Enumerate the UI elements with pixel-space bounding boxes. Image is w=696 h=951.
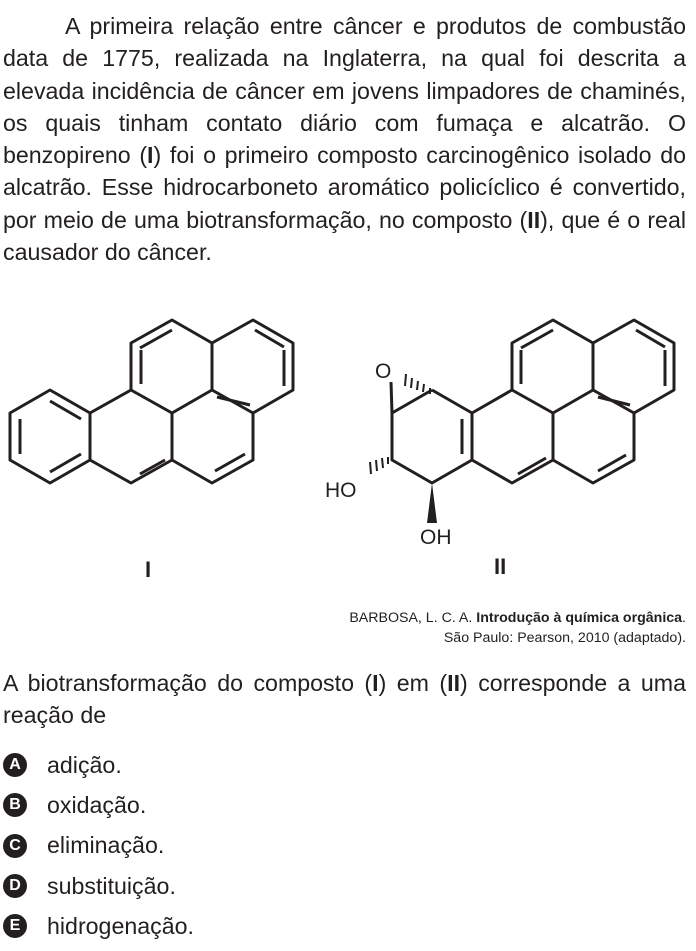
compound-label-II: II bbox=[494, 554, 507, 579]
question-text-3: ) corresponde a uma reação de bbox=[3, 670, 686, 729]
option-e-text: hidrogenação. bbox=[47, 912, 194, 939]
option-e[interactable] bbox=[3, 906, 194, 946]
option-d-badge: D bbox=[3, 874, 27, 898]
option-c-badge: C bbox=[3, 834, 27, 858]
molecule-figure bbox=[0, 300, 696, 590]
oh-group-label: OH bbox=[420, 526, 452, 549]
option-d-text: substituição. bbox=[47, 872, 176, 899]
passage-text-2: ) foi o primeiro composto carcinogênico isolado do alcatrão. Esse hidrocarboneto aromático policíclico é convertido, por meio de uma biotransformação, no composto ( bbox=[3, 142, 686, 233]
passage-text-1: A primeira relação entre câncer e produtos de combustão data de 1775, realizada na Inglaterra, na qual foi descrita a elevada incidência de câncer em jovens limpadores de chaminés, os quais tinham contato diário com fumaça e alcatrão. O benzopireno ( bbox=[3, 13, 686, 169]
molecule-II-diol-epoxide bbox=[391, 320, 674, 483]
option-b-badge: B bbox=[3, 793, 27, 817]
citation-title: Introdução à química orgânica bbox=[476, 610, 683, 626]
option-e-badge: E bbox=[3, 914, 27, 938]
citation-author: BARBOSA, L. C. A. bbox=[349, 610, 477, 626]
question-text-2: ) em ( bbox=[378, 670, 448, 696]
option-c-text: eliminação. bbox=[47, 832, 165, 859]
question-ref-I: I bbox=[372, 670, 379, 696]
epoxide-hash-wedge bbox=[405, 374, 430, 394]
question-text-1: A biotransformação do composto ( bbox=[3, 670, 373, 696]
passage-ref-I: I bbox=[147, 142, 154, 169]
compound-label-I: I bbox=[145, 557, 152, 582]
passage-text-3: ), que é o real causador do câncer. bbox=[3, 206, 686, 266]
answer-options bbox=[3, 745, 194, 946]
citation bbox=[349, 608, 686, 648]
question-stem bbox=[3, 667, 686, 732]
option-a[interactable] bbox=[3, 745, 194, 785]
passage bbox=[3, 10, 686, 268]
option-c[interactable] bbox=[3, 826, 194, 866]
molecule-I-benzopyrene bbox=[10, 320, 293, 483]
oh-solid-wedge bbox=[427, 483, 437, 523]
option-a-text: adição. bbox=[47, 751, 122, 778]
ho-group-label: HO bbox=[325, 479, 357, 502]
option-a-badge: A bbox=[3, 753, 27, 777]
citation-period: . bbox=[682, 610, 686, 626]
citation-line-1 bbox=[349, 608, 686, 628]
passage-ref-II: II bbox=[527, 206, 541, 233]
option-b-text: oxidação. bbox=[47, 791, 147, 818]
option-d[interactable] bbox=[3, 866, 194, 906]
epoxide-oxygen-label: O bbox=[375, 360, 392, 383]
ho-hash-wedge bbox=[370, 457, 388, 474]
citation-line-2: São Paulo: Pearson, 2010 (adaptado). bbox=[443, 630, 686, 646]
option-b[interactable] bbox=[3, 785, 194, 825]
question-ref-II: II bbox=[447, 670, 461, 696]
